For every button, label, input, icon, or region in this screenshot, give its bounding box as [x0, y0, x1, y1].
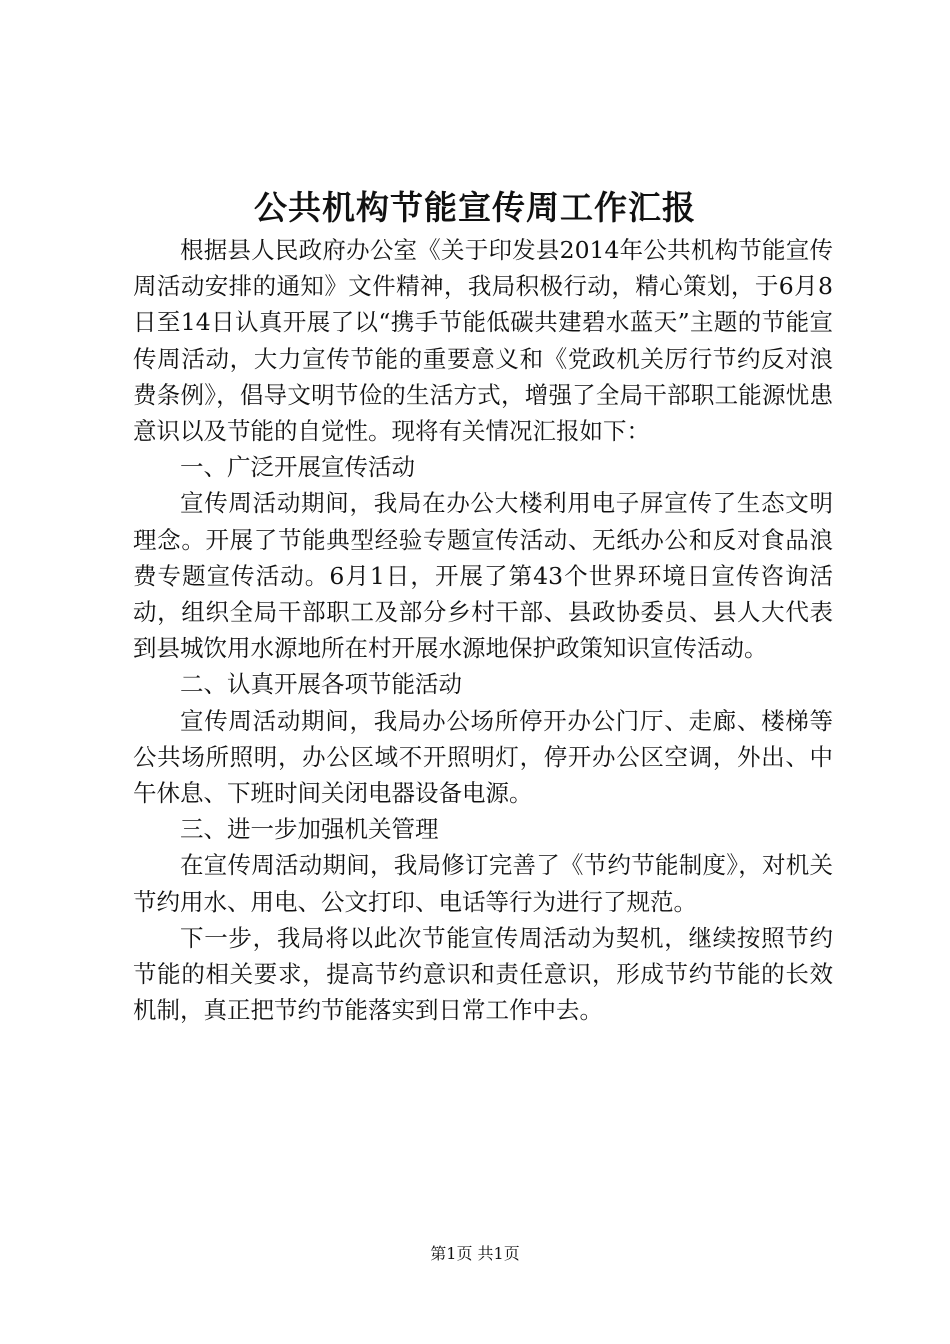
section-paragraph-1: 宣传周活动期间，我局在办公大楼利用电子屏宣传了生态文明理念。开展了节能典型经验专题宣传活动、无纸办公和反对食品浪费专题宣传活动。6月1日，开展了第43个世界环境日宣传咨询活动，组织全局干部职工及部分乡村干部、县政协委员、县人大代表到县城饮用水源地所在村开展水源地保护政策知识宣传活动。 — [133, 489, 833, 663]
document-body — [133, 232, 833, 1028]
section-heading-2: 二、认真开展各项节能活动 — [180, 670, 462, 699]
intro-paragraph: 根据县人民政府办公室《关于印发县2014年公共机构节能宣传周活动安排的通知》文件精神，我局积极行动，精心策划，于6月8日至14日认真开展了以“携手节能低碳共建碧水蓝天”主题的节能宣传周活动，大力宣传节能的重要意义和《党政机关厉行节约反对浪费条例》，倡导文明节俭的生活方式，增强了全局干部职工能源忧患意识以及节能的自觉性。现将有关情况汇报如下： — [133, 236, 833, 446]
section-heading-3: 三、进一步加强机关管理 — [180, 815, 439, 844]
section-paragraph-2: 宣传周活动期间，我局办公场所停开办公门厅、走廊、楼梯等公共场所照明，办公区域不开照明灯，停开办公区空调，外出、中午休息、下班时间关闭电器设备电源。 — [133, 706, 833, 808]
section-heading-1: 一、广泛开展宣传活动 — [180, 453, 415, 482]
closing-paragraph: 下一步，我局将以此次节能宣传周活动为契机，继续按照节约节能的相关要求，提高节约意识和责任意识，形成节约节能的长效机制，真正把节约节能落实到日常工作中去。 — [133, 923, 833, 1025]
document-title: 公共机构节能宣传周工作汇报 — [254, 188, 696, 227]
section-paragraph-3: 在宣传周活动期间，我局修订完善了《节约节能制度》，对机关节约用水、用电、公文打印、电话等行为进行了规范。 — [133, 851, 833, 916]
page-number-footer: 第1页 共1页 — [430, 1244, 520, 1263]
